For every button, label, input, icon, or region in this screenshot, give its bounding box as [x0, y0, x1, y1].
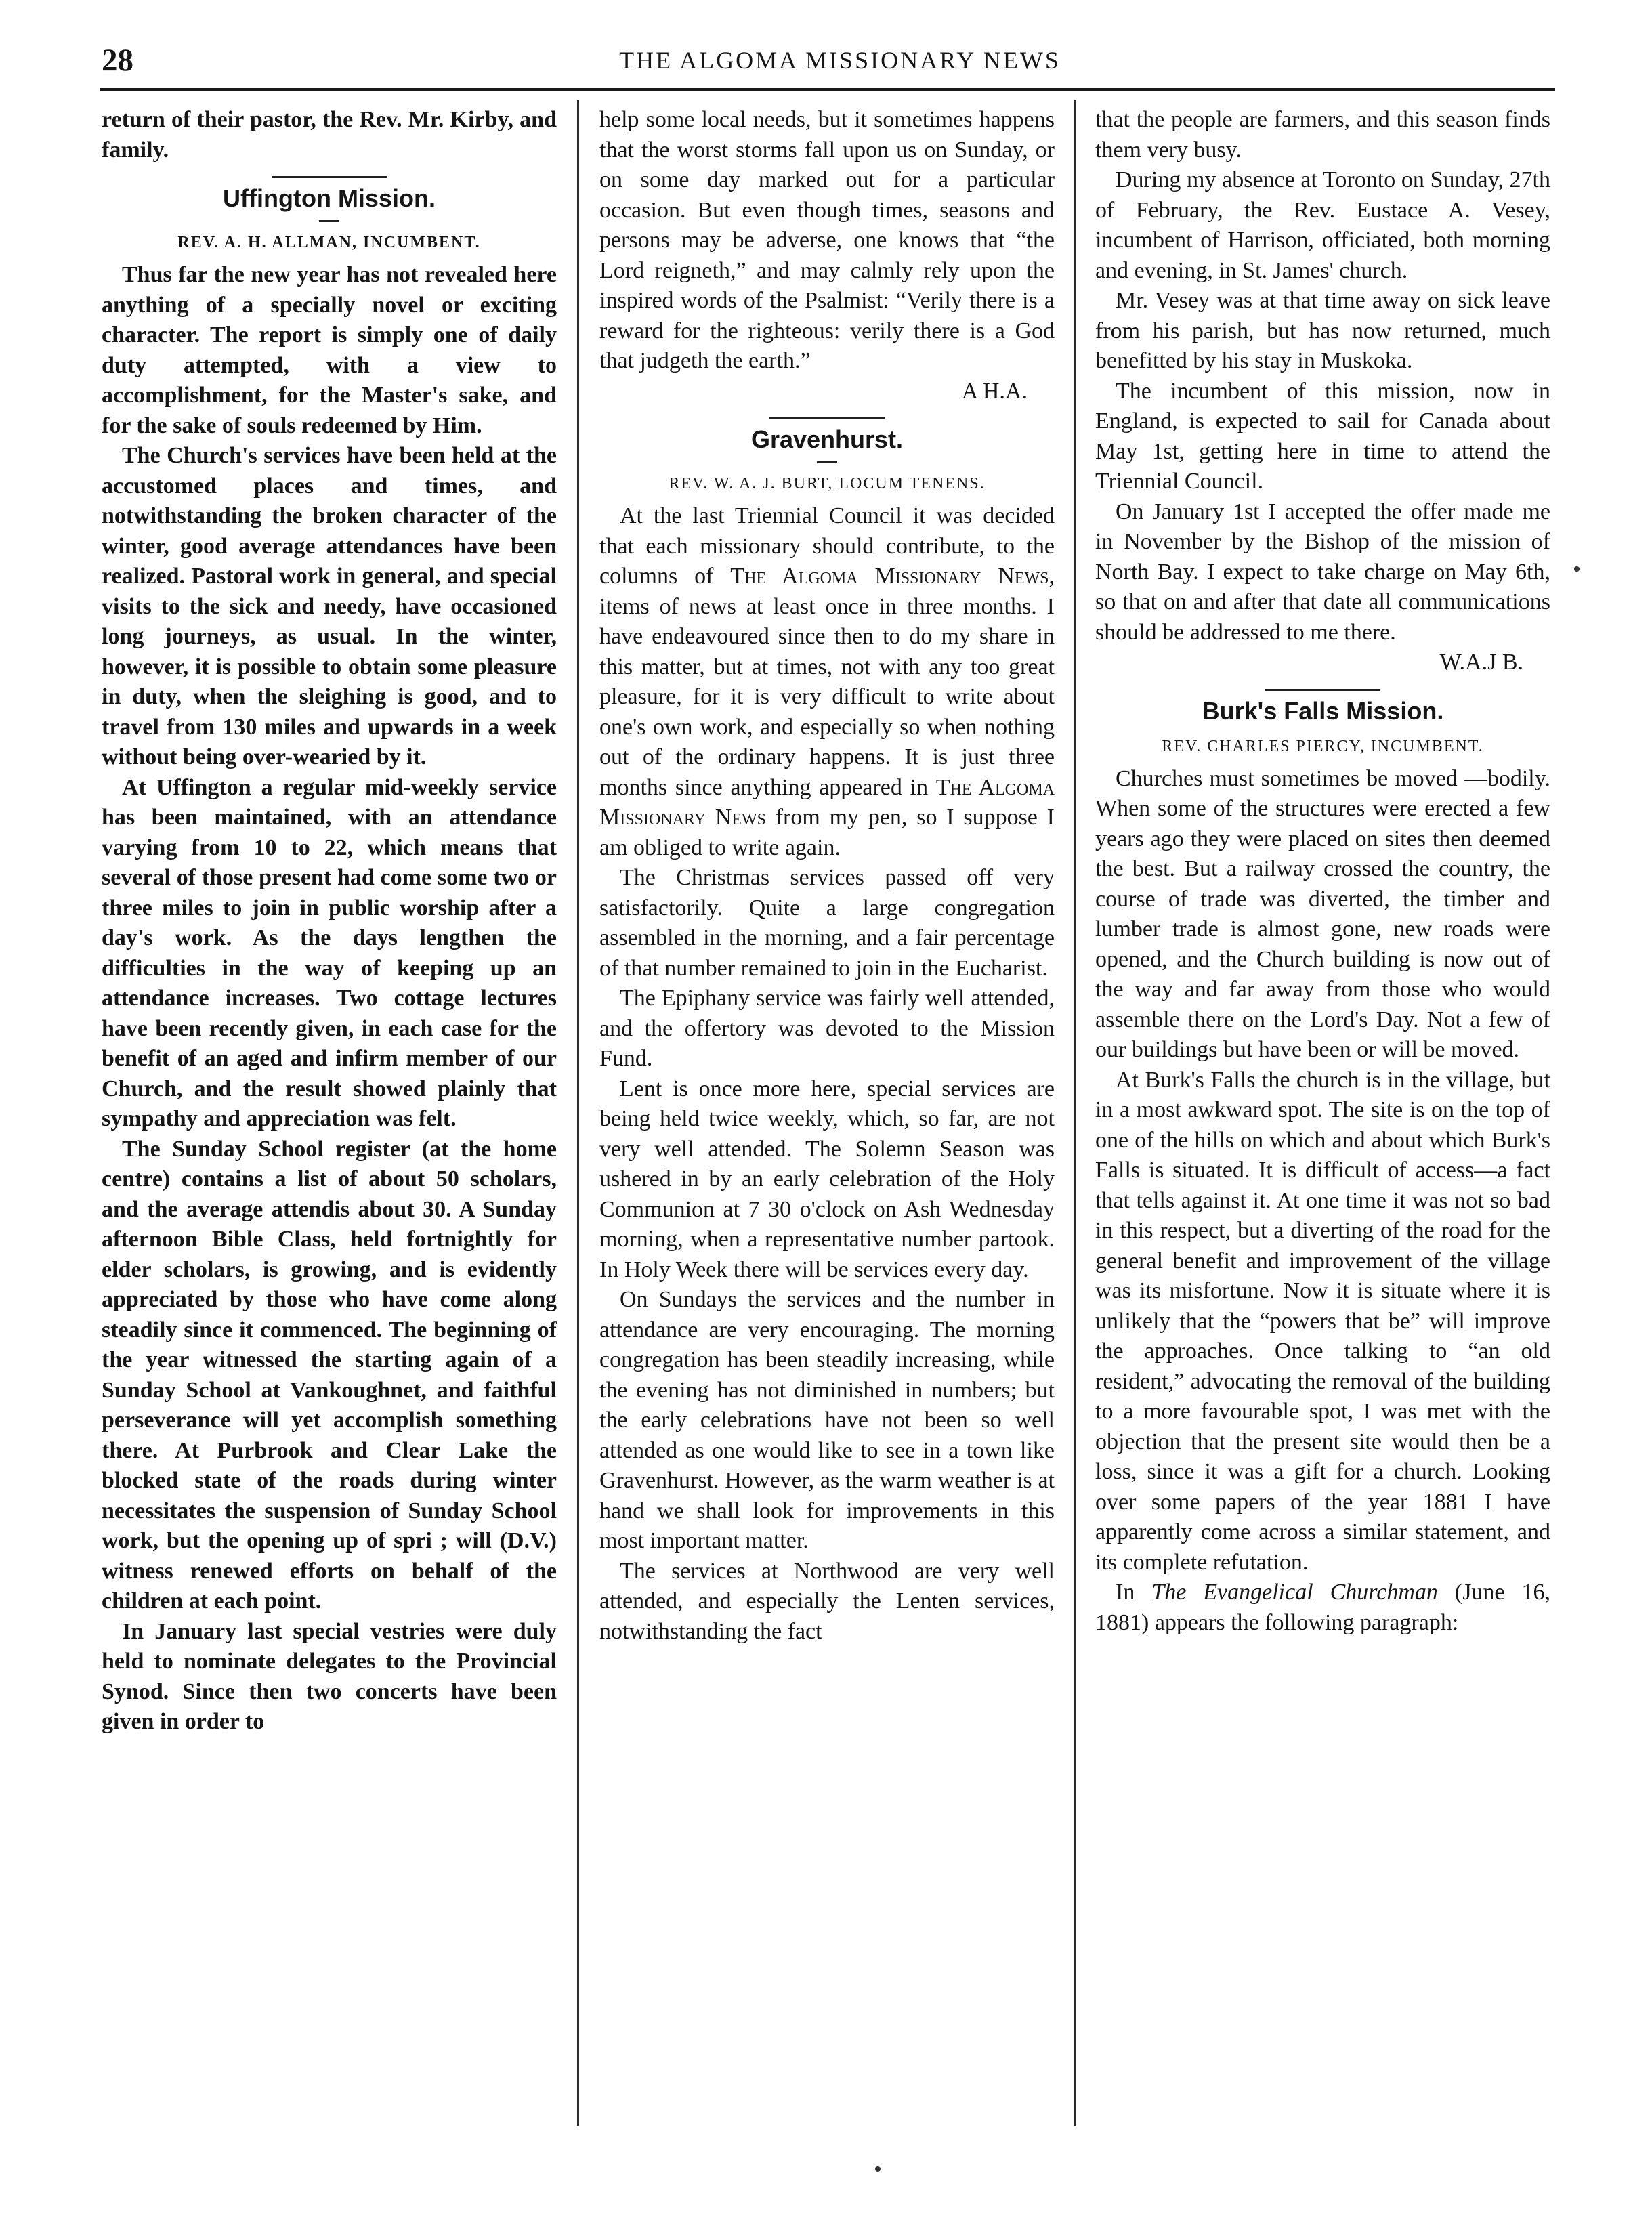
- text-run: At the last Triennial Council it was decided that each missionary should contribute, to the columns of: [599, 503, 1055, 589]
- paragraph: At Burk's Falls the church is in the village, but in a most awkward spot. The site is on the top of one of the hills on which and about which Burk's Falls is situated. It is difficult of access—a fact that tells against it. At one time it was not so bad in this respect, but a diverting of the road for the general benefit and improvement of the village was its misfortune. Now it is situate where it is unlikely that the “powers that be” will improve the approaches. Once talking to “an old resident,” advocating the removal of the building to a more favourable spot, I was met with the objection that the present site would then be a loss, since it was a gift for a church. Looking over some papers of the year 1881 I have apparently come across a similar statement, and its complete refutation.: [1095, 1067, 1550, 1575]
- signature: W.A.J B.: [1439, 650, 1523, 675]
- column-1: [102, 105, 557, 1737]
- paragraph: In January last special vestries were duly held to nominate delegates to the Provincial Synod. Since then two concerts have been given in order to: [102, 1618, 557, 1734]
- column-divider-1: [577, 100, 579, 2126]
- journal-title: THE ALGOMA MISSIONARY NEWS: [619, 47, 1061, 74]
- publication-title: The Evangelical Churchman: [1151, 1580, 1438, 1605]
- paragraph: The Sunday School register (at the home centre) contains a list of about 50 scholars, and the average attendis about 30. A Sunday afternoon Bible Class, held fortnightly for elder scholars, is growing, and is evidently appreciated by those who have come along steadily since it commenced. The beginning of the year witnessed the starting again of a Sunday School at Vankoughnet, and faithful perseverance will yet accomplish something there. At Purbrook and Clear Lake the blocked state of the roads during winter necessitates the suspension of Sunday School work, but the opening up of spri ; will (D.V.) witness renewed efforts on behalf of the children at each point.: [102, 1136, 557, 1613]
- column-2: [599, 105, 1055, 1647]
- heading-dash: [319, 220, 339, 222]
- paragraph: [1095, 1578, 1550, 1638]
- journal-name: The Algoma Missionary News: [599, 774, 1055, 830]
- section-heading-gravenhurst: Gravenhurst.: [750, 425, 904, 453]
- section-heading-burks-falls: Burk's Falls Mission.: [1202, 696, 1444, 725]
- paragraph: At Uffington a regular mid-weekly service has been maintained, with an attendance varying from 10 to 22, which means that several of those present had come some two or three miles to join in public worship after a day's work. As the days lengthen the difficulties in the way of keeping up an attendance increases. Two cottage lectures have been recently given, in each case for the benefit of an aged and infirm member of our Church, and the result showed plainly that sympathy and appreciation was felt.: [102, 774, 557, 1131]
- page-number: 28: [102, 43, 133, 78]
- text-run: , items of news at least once in three months. I have endeavoured since then to do my share in this matter, but at times, not with any too great pleasure, for it is very difficult to write about one's own work, and especially so when nothing out of the ordinary happens. It is just three months since anything appeared in: [599, 564, 1055, 800]
- paragraph: The Epiphany service was fairly well attended, and the offertory was devoted to the Mission Fund.: [599, 986, 1055, 1071]
- journal-name: The Algoma Missionary News: [730, 564, 1049, 589]
- paragraph: Thus far the new year has not revealed here anything of a specially novel or exciting character. The report is simply one of daily duty attempted, with a view to accomplishment, for the Master's sake, and for the sake of souls redeemed by Him.: [102, 262, 557, 438]
- paragraph: The services at Northwood are very well attended, and especially the Lenten services, notwithstanding the fact: [599, 1558, 1055, 1644]
- section-rule: [1265, 689, 1380, 691]
- paragraph: On January 1st I accepted the offer made me in November by the Bishop of the mission of North Bay. I expect to take charge on May 6th, so that on and after that date all communications should be addressed to me there.: [1095, 499, 1550, 645]
- section-heading-uffington: Uffington Mission.: [223, 184, 436, 212]
- paragraph: During my absence at Toronto on Sunday, 27th of February, the Rev. Eustace A. Vesey, incumbent of Harrison, officiated, both morning and evening, in St. James' church.: [1095, 167, 1550, 283]
- section-rule: [769, 417, 885, 419]
- margin-mark: [1574, 566, 1580, 572]
- section-rule: [272, 176, 387, 178]
- paragraph: return of their pastor, the Rev. Mr. Kirby, and family.: [102, 107, 557, 163]
- section-byline: REV. A. H. ALLMAN, INCUMBENT.: [177, 234, 481, 251]
- text-run: (June 16, 1881) appears the following paragraph:: [1095, 1580, 1550, 1635]
- paragraph: The Church's services have been held at the accustomed places and times, and notwithstanding the broken character of the winter, good average attendances have been realized. Pastoral work in general, and special visits to the sick and needy, have occasioned long journeys, as usual. In the winter, however, it is possible to obtain some pleasure in duty, when the sleighing is good, and to travel from 130 miles and upwards in a week without being over-wearied by it.: [102, 443, 557, 769]
- column-divider-2: [1074, 100, 1076, 2126]
- section-byline: REV. CHARLES PIERCY, INCUMBENT.: [1162, 737, 1484, 755]
- column-3: [1095, 105, 1550, 1638]
- footer-mark: [875, 2166, 881, 2172]
- paragraph: The incumbent of this mission, now in England, is expected to sail for Canada about May 1st, getting here in time to attend the Triennial Council.: [1095, 378, 1550, 494]
- heading-dash: [817, 461, 837, 463]
- text-run: In: [1116, 1580, 1152, 1605]
- paragraph: Churches must sometimes be moved —bodily. When some of the structures were erected a few years ago they were placed on sites then deemed the best. But a railway crossed the country, the course of trade was diverted, the timber and lumber trade is almost gone, new roads were opened, and the Church building is now out of the way and far away from those who would assemble there on the Lord's Day. Not a few of our buildings but have been or will be moved.: [1095, 765, 1550, 1062]
- paragraph: help some local needs, but it sometimes happens that the worst storms fall upon us on Sunday, or on some day marked out for a particular occasion. But even though times, seasons and persons may be adverse, one knows that “the Lord reigneth,” and may calmly rely upon the inspired words of the Psalmist: “Verily there is a reward for the righteous: verily there is a God that judgeth the earth.”: [599, 107, 1055, 373]
- paragraph: Lent is once more here, special services are being held twice weekly, which, so far, are not very well attended. The Solemn Season was ushered in by an early celebration of the Holy Communion at 7 30 o'clock on Ash Wednesday morning, when a representative number partook. In Holy Week there will be services every day.: [599, 1076, 1055, 1282]
- paragraph: On Sundays the services and the number in attendance are very encouraging. The morning congregation has been steadily increasing, while the evening has not diminished in numbers; but the early celebrations have not been so well attended as one would like to see in a town like Gravenhurst. However, as the warm weather is at hand we shall look for improvements in this most important matter.: [599, 1287, 1055, 1553]
- section-byline: REV. W. A. J. BURT, LOCUM TENENS.: [669, 475, 986, 492]
- header-rule: [100, 88, 1555, 91]
- text-run: from my pen, so I suppose I am obliged to write again.: [599, 805, 1055, 860]
- paragraph: The Christmas services passed off very satisfactorily. Quite a large congregation assembled in the morning, and a fair percentage of that number remained to join in the Eucharist.: [599, 865, 1055, 981]
- paragraph: Mr. Vesey was at that time away on sick leave from his parish, but has now returned, much benefitted by his stay in Muskoka.: [1095, 288, 1550, 373]
- signature: A H.A.: [961, 378, 1028, 404]
- paragraph: [599, 501, 1055, 863]
- paragraph: that the people are farmers, and this season finds them very busy.: [1095, 107, 1550, 163]
- page-header: [102, 42, 1538, 83]
